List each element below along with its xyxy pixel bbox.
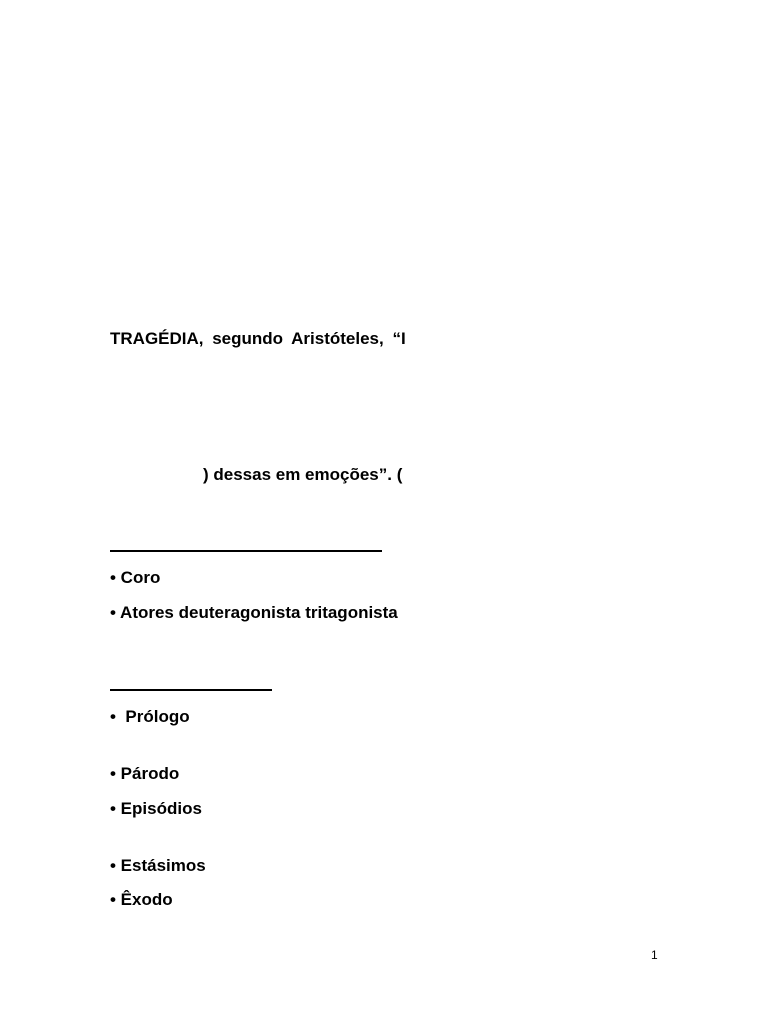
list-item-parodo: • Párodo — [110, 764, 180, 783]
page-number: 1 — [651, 948, 658, 962]
list-item-estasimos: • Estásimos — [110, 856, 206, 875]
list-item-coro: • Coro — [110, 568, 161, 587]
blank-underline-characters — [110, 550, 382, 552]
list-item-episodios: • Episódios — [110, 799, 202, 818]
blank-underline-parts — [110, 689, 272, 691]
list-item-exodo: • Êxodo — [110, 890, 173, 909]
list-item-prologo: • Prólogo — [110, 707, 190, 726]
definition-continuation: ) dessas em emoções”. ( — [203, 465, 403, 484]
tragedy-definition-heading: TRAGÉDIA, segundo Aristóteles, “I — [110, 329, 406, 348]
list-item-atores: • Atores deuteragonista tritagonista — [110, 603, 398, 622]
